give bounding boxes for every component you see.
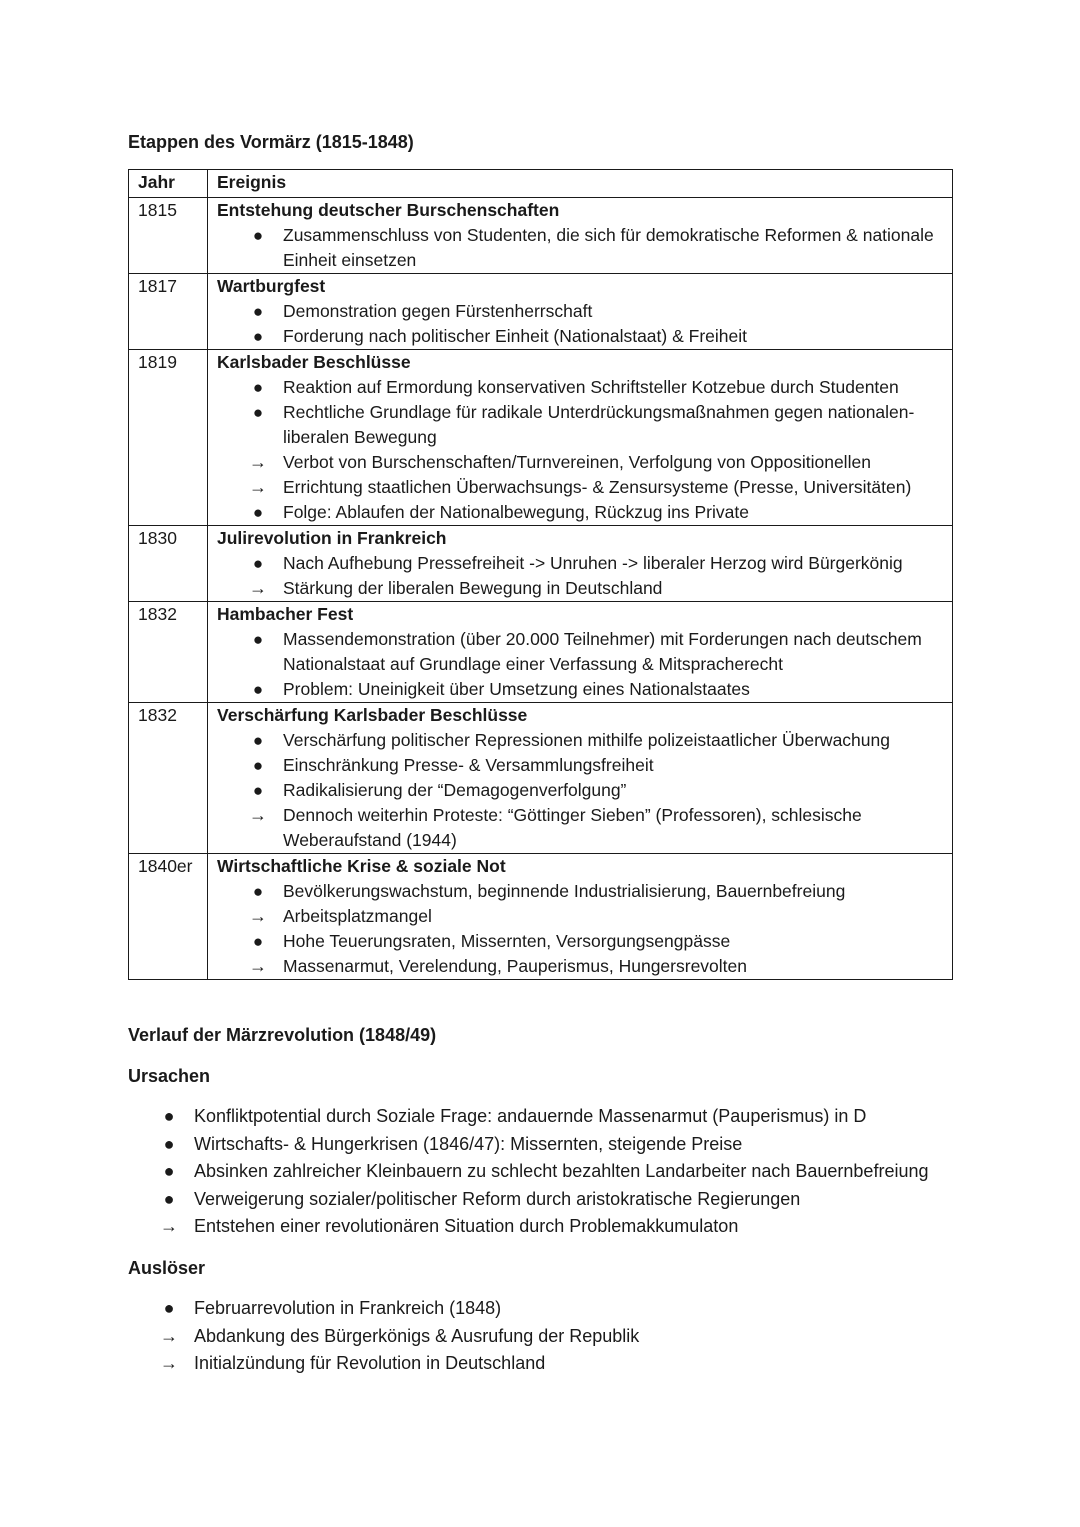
event-cell (208, 350, 953, 526)
list-item (128, 1103, 928, 1131)
arrow-right-icon: → (249, 477, 267, 497)
event-detail (217, 677, 952, 702)
arrow-right-icon: → (160, 1216, 178, 1236)
event-detail-text: Radikalisierung der “Demagogenverfolgung” (283, 780, 627, 800)
event-cell (208, 198, 953, 274)
event-title: Karlsbader Beschlüsse (217, 352, 411, 372)
bullet-icon: ● (252, 403, 264, 422)
bullet-icon: ● (252, 378, 264, 397)
event-detail (217, 954, 952, 979)
vormaerz-table (128, 169, 953, 980)
event-title: Wirtschaftliche Krise & soziale Not (217, 856, 506, 876)
list-item-text: Absinken zahlreicher Kleinbauern zu schlecht bezahlten Landarbeiter nach Bauernbefreiung (194, 1161, 929, 1181)
bullet-icon: ● (252, 756, 264, 775)
list-item-text: Entstehen einer revolutionären Situation durch Problemakkumulaton (194, 1216, 739, 1236)
bullet-icon: ● (163, 1133, 175, 1154)
triggers-list (128, 1295, 639, 1378)
event-cell (208, 703, 953, 854)
table-header-row (129, 170, 953, 198)
event-detail (217, 576, 952, 601)
list-item-text: Verweigerung sozialer/politischer Reform durch aristokratische Regierungen (194, 1188, 801, 1209)
section-title-vormaerz: Etappen des Vormärz (1815-1848) (128, 132, 414, 152)
list-item (128, 1295, 639, 1323)
event-detail-text: Problem: Uneinigkeit über Umsetzung eines Nationalstaates (283, 679, 750, 699)
event-detail (217, 904, 952, 929)
event-detail (217, 778, 952, 803)
bullet-icon: ● (163, 1161, 175, 1181)
bullet-icon: ● (252, 731, 264, 750)
list-item-text: Wirtschafts- & Hungerkrisen (1846/47): Missernten, steigende Preise (194, 1133, 743, 1154)
arrow-right-icon: → (249, 452, 267, 472)
list-item-text: Konfliktpotential durch Soziale Frage: andauernde Massenarmut (Pauperismus) in D (194, 1106, 867, 1126)
event-detail-text: Stärkung der liberalen Bewegung in Deutschland (283, 578, 663, 598)
bullet-icon: ● (252, 327, 264, 346)
table-row (129, 602, 953, 703)
year-cell: 1817 (129, 274, 208, 350)
arrow-right-icon: → (249, 578, 267, 598)
event-detail-text: Verschärfung politischer Repressionen mithilfe polizeistaatlicher Überwachung (283, 730, 890, 750)
event-detail-text: Hohe Teuerungsraten, Missernten, Versorgungsengpässe (283, 931, 731, 951)
bullet-icon: ● (163, 1188, 175, 1209)
event-detail-text: Verbot von Burschenschaften/Turnvereinen, Verfolgung von Oppositionellen (283, 452, 871, 472)
event-detail (217, 450, 952, 475)
event-detail-text: Einschränkung Presse- & Versammlungsfreiheit (283, 755, 654, 775)
bullet-icon: ● (252, 503, 264, 522)
bullet-icon: ● (252, 630, 264, 649)
event-detail (217, 753, 952, 778)
year-cell: 1830 (129, 526, 208, 602)
year-cell: 1832 (129, 703, 208, 854)
arrow-right-icon: → (160, 1353, 178, 1373)
event-detail (217, 299, 952, 324)
event-detail (217, 929, 952, 954)
event-detail (217, 551, 952, 576)
event-detail (217, 400, 952, 450)
list-item-text: Februarrevolution in Frankreich (1848) (194, 1298, 502, 1318)
causes-list (128, 1103, 928, 1241)
event-detail (217, 375, 952, 400)
event-title: Verschärfung Karlsbader Beschlüsse (217, 705, 528, 725)
event-title: Entstehung deutscher Burschenschaften (217, 200, 560, 220)
event-detail-text: Rechtliche Grundlage für radikale Unterdrückungsmaßnahmen gegen nationalen-liberalen Bewegung (283, 402, 915, 447)
event-cell (208, 854, 953, 980)
section-title-maerzrevolution: Verlauf der Märzrevolution (1848/49) (128, 1025, 437, 1045)
event-detail (217, 500, 952, 525)
event-cell (208, 526, 953, 602)
event-detail (217, 223, 952, 273)
arrow-right-icon: → (249, 956, 267, 976)
event-title: Wartburgfest (217, 276, 326, 296)
bullet-icon: ● (252, 882, 264, 901)
event-cell (208, 274, 953, 350)
list-item (128, 1186, 928, 1214)
header-event: Ereignis (208, 170, 953, 198)
year-cell: 1819 (129, 350, 208, 526)
event-detail-text: Zusammenschluss von Studenten, die sich für demokratische Reformen & nationale Einheit einsetzen (283, 225, 934, 270)
bullet-icon: ● (252, 781, 264, 800)
event-title: Julirevolution in Frankreich (217, 528, 447, 548)
subheading-ursachen: Ursachen (128, 1066, 211, 1086)
table-row (129, 274, 953, 350)
event-detail-text: Bevölkerungswachstum, beginnende Industrialisierung, Bauernbefreiung (283, 881, 846, 901)
table-row (129, 198, 953, 274)
list-item-text: Initialzündung für Revolution in Deutschland (194, 1353, 546, 1373)
bullet-icon: ● (252, 226, 264, 245)
list-item (128, 1213, 928, 1241)
bullet-icon: ● (252, 680, 264, 699)
subheading-ausloeser: Auslöser (128, 1258, 206, 1278)
table-row (129, 350, 953, 526)
event-detail-text: Dennoch weiterhin Proteste: “Göttinger Sieben” (Professoren), schlesische Weberaufstand (1944) (283, 805, 862, 850)
event-detail-text: Forderung nach politischer Einheit (Nationalstaat) & Freiheit (283, 326, 747, 346)
year-cell: 1832 (129, 602, 208, 703)
table-row (129, 854, 953, 980)
table-row (129, 526, 953, 602)
arrow-right-icon: → (249, 805, 267, 825)
event-detail-text: Arbeitsplatzmangel (283, 906, 432, 926)
event-detail-text: Errichtung staatlichen Überwachsungs- & Zensursysteme (Presse, Universitäten) (283, 477, 912, 497)
list-item (128, 1158, 928, 1186)
event-detail-text: Nach Aufhebung Pressefreiheit -> Unruhen -> liberaler Herzog wird Bürgerkönig (283, 553, 903, 573)
event-detail (217, 324, 952, 349)
list-item (128, 1350, 639, 1378)
event-detail (217, 803, 952, 853)
event-detail-text: Demonstration gegen Fürstenherrschaft (283, 301, 593, 321)
list-item (128, 1323, 639, 1351)
year-cell: 1815 (129, 198, 208, 274)
event-detail-text: Massendemonstration (über 20.000 Teilnehmer) mit Forderungen nach deutschem Nationalstaat auf Grundlage einer Verfassung & Mitspracherecht (283, 629, 922, 674)
list-item-text: Abdankung des Bürgerkönigs & Ausrufung der Republik (194, 1325, 640, 1346)
event-detail (217, 627, 952, 677)
event-title: Hambacher Fest (217, 604, 354, 624)
list-item (128, 1131, 928, 1159)
event-detail (217, 879, 952, 904)
table-row (129, 703, 953, 854)
event-detail (217, 475, 952, 500)
year-cell: 1840er (129, 854, 208, 980)
header-year: Jahr (129, 170, 208, 198)
arrow-right-icon: → (249, 906, 267, 926)
bullet-icon: ● (163, 1298, 175, 1318)
event-detail-text: Reaktion auf Ermordung konservativen Schriftsteller Kotzebue durch Studenten (283, 377, 899, 397)
bullet-icon: ● (163, 1106, 175, 1126)
event-detail (217, 728, 952, 753)
table-body (129, 198, 953, 980)
event-detail-text: Folge: Ablaufen der Nationalbewegung, Rückzug ins Private (283, 502, 749, 522)
bullet-icon: ● (252, 554, 264, 573)
event-cell (208, 602, 953, 703)
arrow-right-icon: → (160, 1325, 178, 1346)
bullet-icon: ● (252, 302, 264, 321)
bullet-icon: ● (252, 932, 264, 951)
event-detail-text: Massenarmut, Verelendung, Pauperismus, Hungersrevolten (283, 956, 747, 976)
